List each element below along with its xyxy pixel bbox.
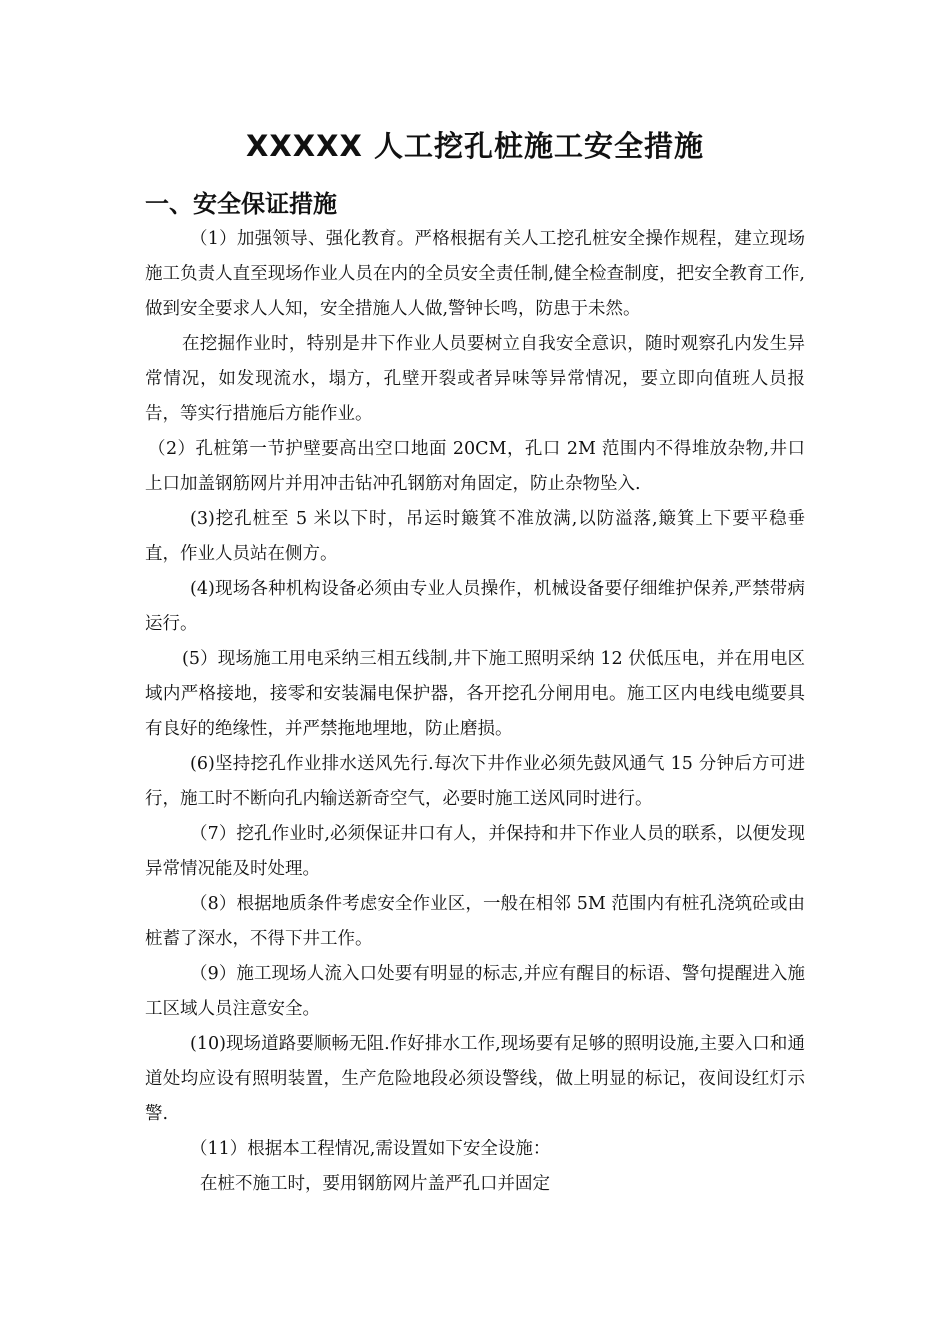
paragraph-11: (10)现场道路要顺畅无阻.作好排水工作,现场要有足够的照明设施,主要入口和通道处均应设有照明装置，生产危险地段必须设警线，做上明显的标记，夜间设红灯示警. [145,1034,805,1124]
paragraph-8: （7）挖孔作业时,必须保证井口有人，并保持和井下作业人员的联系，以便发现异常情况能及时处理。 [145,824,805,879]
paragraph-12: （11）根据本工程情况,需设置如下安全设施： [190,1139,551,1159]
paragraph-7: (6)坚持挖孔作业排水送风先行.每次下井作业必须先鼓风通气 15 分钟后方可进行，施工时不断向孔内输送新奇空气，必要时施工送风同时进行。 [145,754,805,809]
paragraph-9: （8）根据地质条件考虑安全作业区，一般在相邻 5M 范围内有桩孔浇筑砼或由桩蓄了深水，不得下井工作。 [145,894,805,949]
paragraph-3: （2）孔桩第一节护壁要高出空口地面 20CM，孔口 2M 范围内不得堆放杂物,井口上口加盖钢筋网片并用冲击钻冲孔钢筋对角固定，防止杂物坠入. [145,439,805,494]
document-body [145,222,805,1202]
document-title: XXXXX 人工挖孔桩施工安全措施 [246,129,704,163]
paragraph-13: 在桩不施工时，要用钢筋网片盖严孔口并固定 [200,1174,550,1194]
paragraph-6: (5）现场施工用电采纳三相五线制,井下施工照明采纳 12 伏低压电，并在用电区域内严格接地，接零和安装漏电保护器，各开挖孔分闸用电。施工区内电线电缆要具有良好的绝缘性，并严禁拖地埋地，防止磨损。 [145,649,805,739]
paragraph-5: (4)现场各种机构设备必须由专业人员操作，机械设备要仔细维护保养,严禁带病运行。 [145,579,805,634]
paragraph-2: 在挖掘作业时，特别是井下作业人员要树立自我安全意识，随时观察孔内发生异常情况，如发现流水，塌方，孔壁开裂或者异味等异常情况，要立即向值班人员报告，等实行措施后方能作业。 [145,334,805,424]
paragraph-4: (3)挖孔桩至 5 米以下时，吊运时簸箕不准放满,以防溢落,簸箕上下要平稳垂直，作业人员站在侧方。 [145,509,805,564]
paragraph-10: （9）施工现场人流入口处要有明显的标志,并应有醒目的标语、警句提醒进入施工区域人员注意安全。 [145,964,805,1019]
paragraph-1: （1）加强领导、强化教育。严格根据有关人工挖孔桩安全操作规程，建立现场施工负责人直至现场作业人员在内的全员安全责任制,健全检查制度，把安全教育工作,做到安全要求人人知，安全措施人人做,警钟长鸣，防患于未然。 [145,229,805,319]
section-heading: 一、安全保证措施 [145,190,337,218]
